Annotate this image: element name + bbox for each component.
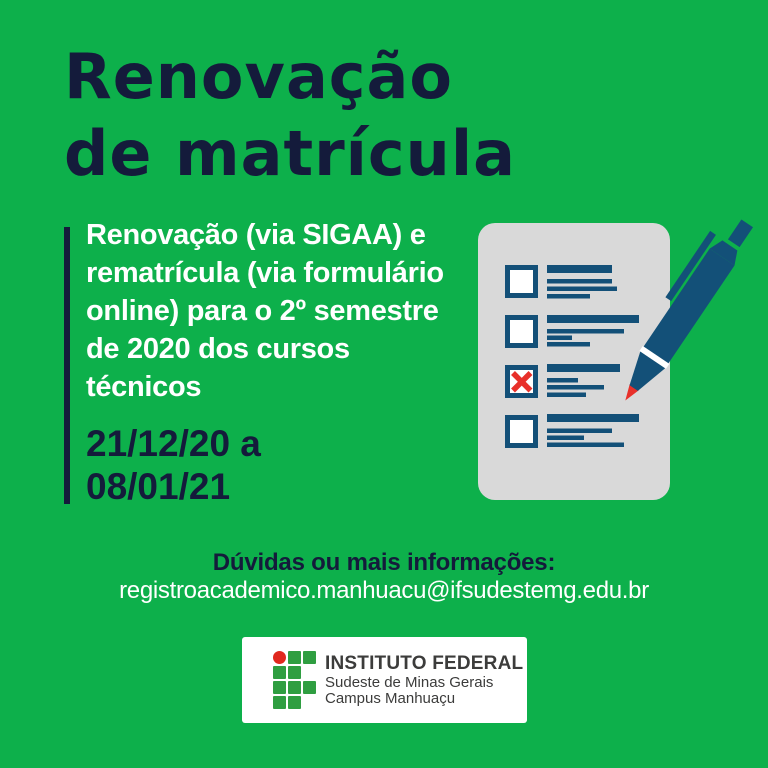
campus-name: Campus Manhuaçu (325, 690, 456, 707)
period-end: 08/01/21 (86, 466, 231, 507)
logo-text (325, 653, 523, 707)
checklist-with-pen-icon (455, 190, 767, 522)
institution-name: INSTITUTO FEDERAL (325, 653, 524, 674)
description-line: rematrícula (via formulário (86, 257, 444, 289)
institution-region: Sudeste de Minas Gerais (325, 674, 494, 691)
description-line: online) para o 2º semestre (86, 295, 439, 327)
checkbox-empty-icon (510, 320, 533, 343)
logo-red-dot (273, 651, 286, 664)
accent-bar (64, 227, 70, 504)
enrollment-period (86, 422, 261, 508)
description (86, 216, 444, 406)
title-line-1: Renovação (64, 40, 453, 113)
instituto-federal-logo-icon (273, 651, 316, 709)
contact-email: registroacademico.manhuacu@ifsudestemg.edu.br (119, 577, 649, 604)
pen-button (728, 219, 753, 247)
contact-info (0, 549, 768, 605)
title-line-2: de matrícula (64, 117, 516, 190)
page-title (64, 38, 516, 192)
checkbox-empty-icon (510, 420, 533, 443)
description-line: Renovação (via SIGAA) e (86, 219, 426, 251)
description-line: de 2020 dos cursos (86, 333, 350, 365)
checkbox-empty-icon (510, 270, 533, 293)
period-start: 21/12/20 a (86, 423, 261, 464)
description-line: técnicos (86, 371, 202, 403)
institutional-logo-plate (242, 637, 527, 723)
contact-heading: Dúvidas ou mais informações: (212, 549, 556, 576)
